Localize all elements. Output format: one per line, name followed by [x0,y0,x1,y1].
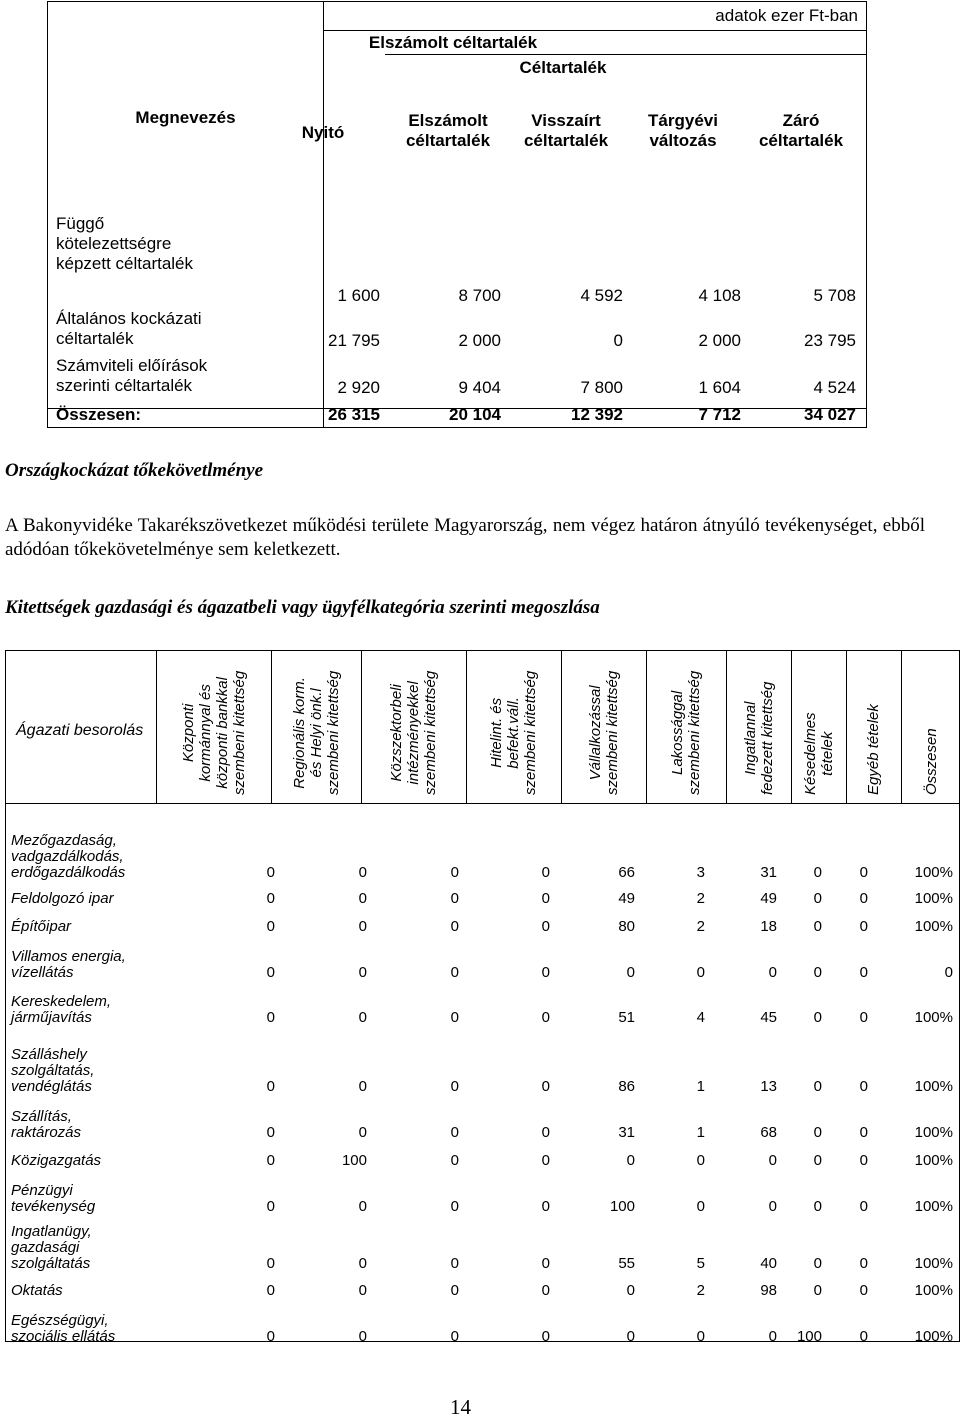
exposure-cell: 0 [813,1255,822,1272]
exposure-cell: 0 [813,890,822,907]
col-header-change: Tárgyévi változás [648,111,718,150]
provision-cell: 4 524 [813,378,856,397]
provision-cell: 20 104 [449,405,501,424]
provision-cell: 1 600 [337,286,380,305]
exposure-cell: 100 [796,1328,822,1345]
exposure-cell: 0 [266,964,275,981]
exposure-cell: 0 [768,964,777,981]
exposure-row-label: Kereskedelem, járműjavítás [11,993,112,1026]
exposure-cell: 2 [696,890,705,907]
exposure-cell: 1 [696,1078,705,1095]
country-risk-heading: Országkockázat tőkekövetlménye [5,460,264,481]
exposure-cell: 100% [914,1009,953,1026]
exposure-cell: 100% [914,1328,953,1345]
subgroup-header: Céltartalék [519,58,607,77]
exposure-cell: 0 [541,864,550,881]
exposure-cell: 0 [696,1328,705,1345]
exposure-cell: 0 [266,1198,275,1215]
exposure-cell: 0 [266,1328,275,1345]
provision-row-label: Összesen: [56,405,142,424]
exposure-cell: 100% [914,1152,953,1169]
provision-cell: 5 708 [813,286,856,305]
exposure-cell: 0 [541,964,550,981]
exposure-cell: 0 [450,1124,459,1141]
exposure-col-header: Lakossággal szembeni kitettség [669,670,703,795]
exposure-cell: 0 [450,964,459,981]
exposure-cell: 40 [760,1255,777,1272]
exposure-cell: 0 [626,964,635,981]
exposure-cell: 0 [768,1328,777,1345]
exposure-cell: 0 [266,1282,275,1299]
exposure-cell: 0 [859,918,868,935]
exposure-cell: 0 [813,1078,822,1095]
col-header-name: Megnevezés [135,108,236,127]
exposure-cell: 0 [450,1198,459,1215]
exposure-cell: 0 [813,1198,822,1215]
exposure-cell: 0 [358,890,367,907]
exposure-row-label: Közigazgatás [11,1152,102,1169]
exposure-cell: 0 [541,918,550,935]
exposure-cell: 51 [618,1009,635,1026]
exposure-cell: 0 [450,864,459,881]
provision-cell: 21 795 [328,331,380,350]
exposure-cell: 86 [618,1078,635,1095]
exposure-cell: 68 [760,1124,777,1141]
exposure-cell: 0 [541,1328,550,1345]
exposure-cell: 0 [541,1282,550,1299]
exposure-row-label: Feldolgozó ipar [11,890,114,907]
provision-cell: 7 800 [580,378,623,397]
group-header: Elszámolt céltartalék [368,33,538,52]
exposure-cell: 0 [541,1255,550,1272]
exposure-cell: 18 [760,918,777,935]
exposure-cell: 0 [696,1198,705,1215]
exposure-row-label: Szállítás, raktározás [11,1108,82,1141]
exposure-row-label: Egészségügyi, szociális ellátás [11,1312,116,1345]
exposure-cell: 0 [541,890,550,907]
exposure-col-header: Ingatlannal fedezett kitettség [741,681,776,795]
exposure-cell: 0 [450,1078,459,1095]
exposure-cell: 0 [859,1009,868,1026]
provision-cell: 2 000 [458,331,501,350]
exposure-cell: 0 [266,918,275,935]
col-header-used: Elszámolt céltartalék [405,111,491,150]
exposure-cell: 0 [626,1328,635,1345]
provision-cell: 2 920 [337,378,380,397]
exposure-cell: 0 [450,1255,459,1272]
exposure-cell: 0 [358,1328,367,1345]
exposure-cell: 49 [760,890,777,907]
exposure-cell: 0 [859,890,868,907]
exposure-cell: 0 [358,1009,367,1026]
exposure-cell: 0 [266,1078,275,1095]
exposure-cell: 0 [450,890,459,907]
provision-cell: 9 404 [458,378,501,397]
col-header-opening: Nyitó [301,123,345,142]
exposure-cell: 0 [450,1152,459,1169]
exposure-cell: 0 [541,1198,550,1215]
exposure-cell: 0 [813,918,822,935]
exposure-cell: 0 [696,1152,705,1169]
exposure-row-label: Pénzügyi tevékenység [11,1182,96,1215]
exposure-cell: 0 [813,1009,822,1026]
exposure-cell: 5 [696,1255,705,1272]
exposure-col-header: Késedelmes tételek [801,712,836,795]
provision-cell: 1 604 [698,378,741,397]
exposure-cell: 0 [859,1328,868,1345]
exposure-heading: Kitettségek gazdasági és ágazatbeli vagy ügyfélkategória szerinti megoszlása [5,597,600,618]
exposure-cell: 0 [358,1124,367,1141]
exposure-cell: 100% [914,1198,953,1215]
provision-cell: 4 592 [580,286,623,305]
exposure-cell: 0 [358,1255,367,1272]
exposure-cell: 0 [358,1198,367,1215]
provision-cell: 34 027 [804,405,856,424]
exposure-cell: 2 [696,1282,705,1299]
exposure-cell: 0 [358,964,367,981]
col-header-closing: Záró céltartalék [758,111,844,150]
exposure-cell: 80 [618,918,635,935]
exposure-cell: 0 [358,1078,367,1095]
provision-row-label: Számviteli előírások szerinti céltartalék [56,356,208,395]
exposure-cell: 0 [813,964,822,981]
exposure-cell: 100% [914,1078,953,1095]
provision-row-label: Általános kockázati céltartalék [56,309,202,348]
provisions-table [47,1,867,428]
exposure-cell: 0 [450,1009,459,1026]
exposure-cell: 0 [626,1152,635,1169]
exposure-cell: 49 [618,890,635,907]
exposure-cell: 0 [813,1152,822,1169]
page-number: 14 [450,1395,471,1419]
exposure-cell: 100% [914,864,953,881]
exposure-cell: 0 [813,1124,822,1141]
exposure-cell: 55 [618,1255,635,1272]
exposure-cell: 0 [450,1328,459,1345]
exposure-cell: 0 [358,864,367,881]
exposure-cell: 0 [768,1198,777,1215]
exposure-row-label: Villamos energia, vízellátás [11,948,126,981]
exposure-cell: 0 [626,1282,635,1299]
exposure-cell: 100% [914,890,953,907]
exposure-cell: 100 [609,1198,635,1215]
exposure-cell: 0 [266,1152,275,1169]
exposure-cell: 0 [859,864,868,881]
exposure-cell: 31 [760,864,777,881]
exposure-cell: 0 [266,1255,275,1272]
col-header-released: Visszaírt céltartalék [523,111,609,150]
exposure-cell: 0 [266,1124,275,1141]
exposure-cell: 0 [859,1124,868,1141]
provision-cell: 4 108 [698,286,741,305]
exposure-cell: 0 [859,1282,868,1299]
exposure-cell: 3 [696,864,705,881]
country-risk-paragraph: A Bakonyvidéke Takarékszövetkezet működési területe Magyarország, nem végez határon átnyúló tevékenységet, ebből adódóan tőkekövetelménye sem keletkezett. [5,515,925,560]
exposure-col-header: Összesen [922,728,940,795]
exposure-cell: 0 [859,1198,868,1215]
provision-cell: 7 712 [698,405,741,424]
exposure-col-header: Regionális korm. és Helyi önk.l szembeni kitettség [290,670,342,795]
provision-cell: 26 315 [328,405,380,424]
exposure-cell: 100% [914,918,953,935]
exposure-cell: 0 [859,964,868,981]
exposure-cell: 100% [914,1255,953,1272]
exposure-cell: 13 [760,1078,777,1095]
exposure-row-label: Mezőgazdaság, vadgazdálkodás, erdőgazdálkodás [11,832,126,881]
exposure-cell: 4 [696,1009,705,1026]
provision-cell: 23 795 [804,331,856,350]
exposure-cell: 0 [859,1255,868,1272]
exposure-cell: 45 [760,1009,777,1026]
row-header: Ágazati besorolás [16,722,144,739]
exposure-cell: 0 [944,964,953,981]
exposure-cell: 0 [696,964,705,981]
exposure-cell: 0 [768,1152,777,1169]
exposure-cell: 0 [266,864,275,881]
exposure-cell: 0 [541,1124,550,1141]
exposure-cell: 0 [358,918,367,935]
exposure-col-header: Hitelint. és befekt.váll. szembeni kitettség [488,670,539,795]
provision-cell: 0 [613,331,623,350]
exposure-col-header: Egyéb tételek [865,704,882,795]
exposure-cell: 0 [450,918,459,935]
exposure-cell: 2 [696,918,705,935]
exposure-cell: 66 [618,864,635,881]
exposure-cell: 0 [266,1009,275,1026]
exposure-cell: 0 [266,890,275,907]
exposure-col-header: Központi kormánnyal és központi bankkal szembeni kitettség [179,670,248,795]
exposure-row-label: Ingatlanügy, gazdasági szolgáltatás [11,1223,92,1272]
units-note: adatok ezer Ft-ban [715,6,858,25]
exposure-cell: 100% [914,1124,953,1141]
exposure-cell: 0 [541,1078,550,1095]
provision-row-label: Függő kötelezettségre képzett céltartalék [56,214,194,273]
provision-cell: 2 000 [698,331,741,350]
exposure-row-label: Oktatás [11,1282,63,1299]
exposure-table [5,650,960,1345]
exposure-col-header: Vállalkozással szembeni kitettség [586,670,621,795]
exposure-cell: 0 [813,864,822,881]
exposure-cell: 0 [541,1009,550,1026]
exposure-cell: 0 [358,1282,367,1299]
exposure-cell: 100% [914,1282,953,1299]
exposure-cell: 100 [341,1152,367,1169]
exposure-cell: 31 [618,1124,635,1141]
exposure-row-label: Építőipar [11,918,72,935]
exposure-row-label: Szálláshely szolgáltatás, vendéglátás [11,1046,95,1095]
exposure-cell: 0 [450,1282,459,1299]
exposure-cell: 0 [813,1282,822,1299]
exposure-cell: 0 [859,1152,868,1169]
exposure-cell: 1 [696,1124,705,1141]
exposure-cell: 0 [859,1078,868,1095]
provision-cell: 8 700 [458,286,501,305]
provision-cell: 12 392 [571,405,623,424]
exposure-cell: 98 [760,1282,777,1299]
exposure-col-header: Közszektorbeli intézményekkel szembeni kitettség [388,670,439,795]
exposure-cell: 0 [541,1152,550,1169]
